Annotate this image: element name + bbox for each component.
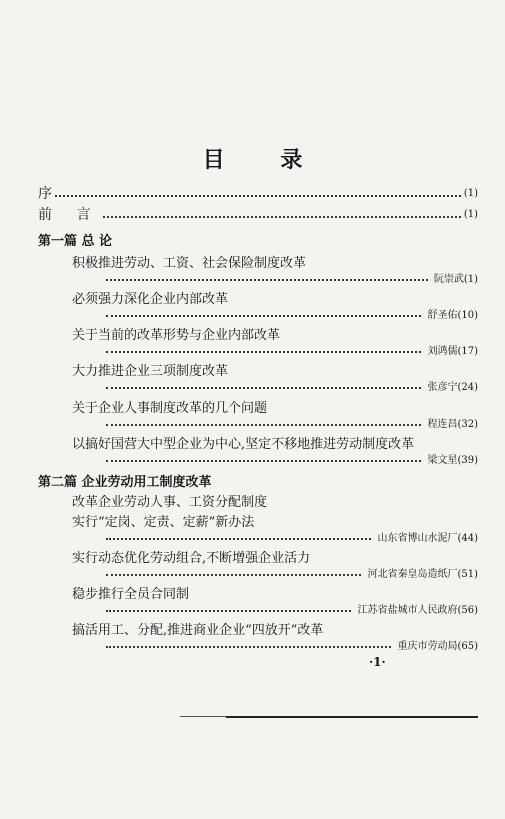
toc-item-leader	[106, 378, 478, 393]
toc-item-title[interactable]: 以搞好国营大中型企业为中心,坚定不移地推进劳动制度改革	[72, 437, 415, 452]
toc-item-title[interactable]: 关于企业人事制度改革的几个问题	[72, 401, 268, 416]
toc-author-page: 张彦宁(24)	[427, 382, 478, 393]
bottom-rule	[226, 716, 478, 718]
toc-author-page: 梁文星(39)	[427, 455, 478, 466]
toc-entry-label: 序	[38, 186, 52, 202]
toc-item-leader	[106, 529, 478, 544]
page-title: 目 录	[202, 148, 327, 173]
toc-item-title[interactable]: 积极推进劳动、工资、社会保险制度改革	[72, 256, 307, 271]
toc-item-leader	[106, 306, 478, 321]
toc-page-number: (1)	[463, 209, 478, 220]
toc-page-number: (1)	[463, 188, 478, 199]
dot-leader	[106, 610, 351, 612]
dot-leader	[106, 279, 428, 281]
toc-item-title[interactable]: 关于当前的改革形势与企业内部改革	[72, 328, 281, 343]
toc-item-leader	[106, 415, 478, 430]
toc-item-leader	[106, 342, 478, 357]
toc-item-title[interactable]: 搞活用工、分配,推进商业企业“四放开”改革	[72, 623, 324, 638]
section-subheading: 改革企业劳动人事、工资分配制度	[72, 495, 268, 510]
dot-leader	[55, 195, 461, 197]
part-heading-1: 第一篇 总 论	[38, 234, 113, 249]
toc-entry-preface[interactable]	[38, 186, 478, 202]
dot-leader	[106, 538, 371, 540]
toc-item-leader	[106, 451, 478, 466]
dot-leader	[106, 460, 421, 462]
toc-item-leader	[106, 270, 478, 285]
toc-item-title[interactable]: 稳步推行全员合同制	[72, 587, 190, 602]
toc-author-page: 河北省秦皇岛造纸厂(51)	[367, 569, 478, 580]
toc-author-page: 重庆市劳动局(65)	[397, 641, 478, 652]
dot-leader	[103, 216, 460, 218]
dot-leader	[106, 351, 421, 353]
toc-author-page: 阮崇武(1)	[433, 274, 478, 285]
dot-leader	[106, 387, 421, 389]
toc-item-leader	[106, 565, 478, 580]
toc-author-page: 刘鸿儒(17)	[427, 346, 478, 357]
dot-leader	[106, 574, 361, 576]
toc-author-page: 江苏省盐城市人民政府(56)	[357, 605, 478, 616]
toc-item-leader	[106, 637, 478, 652]
toc-item-title[interactable]: 实行动态优化劳动组合,不断增强企业活力	[72, 551, 311, 566]
dot-leader	[106, 315, 421, 317]
toc-item-leader	[106, 601, 478, 616]
toc-author-page: 程连昌(32)	[427, 419, 478, 430]
toc-author-page: 山东省博山水泥厂(44)	[377, 533, 478, 544]
toc-item-title[interactable]: 大力推进企业三项制度改革	[72, 364, 229, 379]
dot-leader	[106, 424, 421, 426]
toc-item-title[interactable]: 实行“定岗、定责、定薪”新办法	[72, 515, 255, 530]
toc-entry-foreword[interactable]	[38, 207, 478, 223]
toc-item-title[interactable]: 必须强力深化企业内部改革	[72, 292, 229, 307]
toc-author-page: 舒圣佑(10)	[427, 310, 478, 321]
page-number: ·1·	[369, 655, 386, 669]
part-heading-2: 第二篇 企业劳动用工制度改革	[38, 475, 212, 490]
toc-entry-label: 前 言	[38, 207, 101, 223]
dot-leader	[106, 646, 391, 648]
